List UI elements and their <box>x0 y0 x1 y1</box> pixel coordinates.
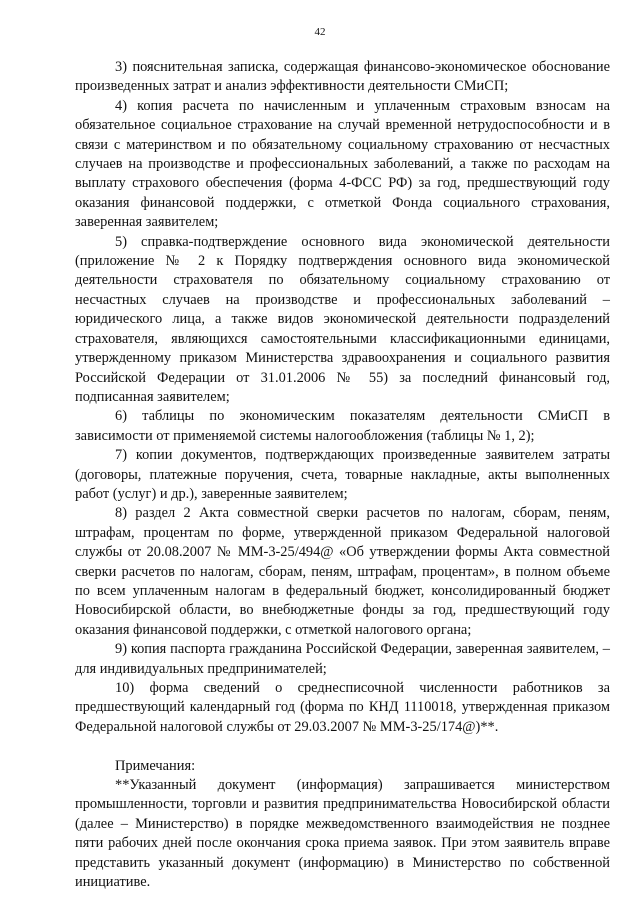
notes-text: **Указанный документ (информация) запрашивается министерством промышленности, торговли и развития предпринимательства Новосибирской области (далее – Министерство) в порядке межведомственного взаимодействия не позднее пяти рабочих дней после окончания срока приема заявок. При этом заявитель вправе представить указанный документ (информацию) в Министерство по собственной инициативе. <box>75 777 610 891</box>
list-item: 3) пояснительная записка, содержащая финансово-экономическое обоснование произведенных затрат и анализ эффективности деятельности СМиСП; <box>75 59 610 95</box>
list-item: 5) справка-подтверждение основного вида экономической деятельности (приложение № 2 к Порядку подтверждения основного вида экономической деятельности страхователя по обязательному социальному страхованию от несчастных случаев на производстве и профессиональных заболеваний – юридического лица, а также видов экономической деятельности подразделений страхователя, являющихся самостоятельными классификационными единицами, утвержденному приказом Министерства здравоохранения и социального развития Российской Федерации от 31.01.2006 № 55) за последний финансовый год, подписанная заявителем; <box>75 233 610 405</box>
list-item: 7) копии документов, подтверждающих произведенные заявителем затраты (договоры, платежные поручения, счета, товарные накладные, акты выполненных работ (услуг) и др.), заверенные заявителем; <box>75 447 610 502</box>
document-body <box>75 58 610 892</box>
notes-heading: Примечания: <box>115 757 196 774</box>
list-item: 8) раздел 2 Акта совместной сверки расчетов по налогам, сборам, пеням, штрафам, процентам по форме, утвержденной приказом Федеральной налоговой службы от 20.08.2007 № ММ-3-25/494@ «Об утверждении формы Акта совместной сверки расчетов по налогам, сборам, пеням, штрафам, процентам», в полном объеме по всем уплаченным налогам в федеральный бюджет, консолидированный бюджет Новосибирской области, во внебюджетные фонды за год, предшествующий году оказания финансовой поддержки, с отметкой налогового органа; <box>75 505 610 638</box>
list-item: 4) копия расчета по начисленным и уплаченным страховым взносам на обязательное социальное страхование на случай временной нетрудоспособности и в связи с материнством и по обязательному социальному страхованию от несчастных случаев на производстве и профессиональных заболеваний, а также по расходам на выплату страхового обеспечения (форма 4-ФСС РФ) за год, предшествующий году оказания финансовой поддержки, с отметкой Фонда социального страхования, заверенная заявителем; <box>75 97 610 231</box>
list-item: 6) таблицы по экономическим показателям деятельности СМиСП в зависимости от применяемой системы налогообложения (таблицы № 1, 2); <box>75 408 610 444</box>
list-item: 10) форма сведений о среднесписочной численности работников за предшествующий календарный год (форма по КНД 1110018, утвержденная приказом Федеральной налоговой службы от 29.03.2007 № ММ-3-25/174@)**. <box>75 680 610 735</box>
page-number: 42 <box>314 26 326 38</box>
list-item: 9) копия паспорта гражданина Российской Федерации, заверенная заявителем, – для индивидуальных предпринимателей; <box>75 641 610 677</box>
